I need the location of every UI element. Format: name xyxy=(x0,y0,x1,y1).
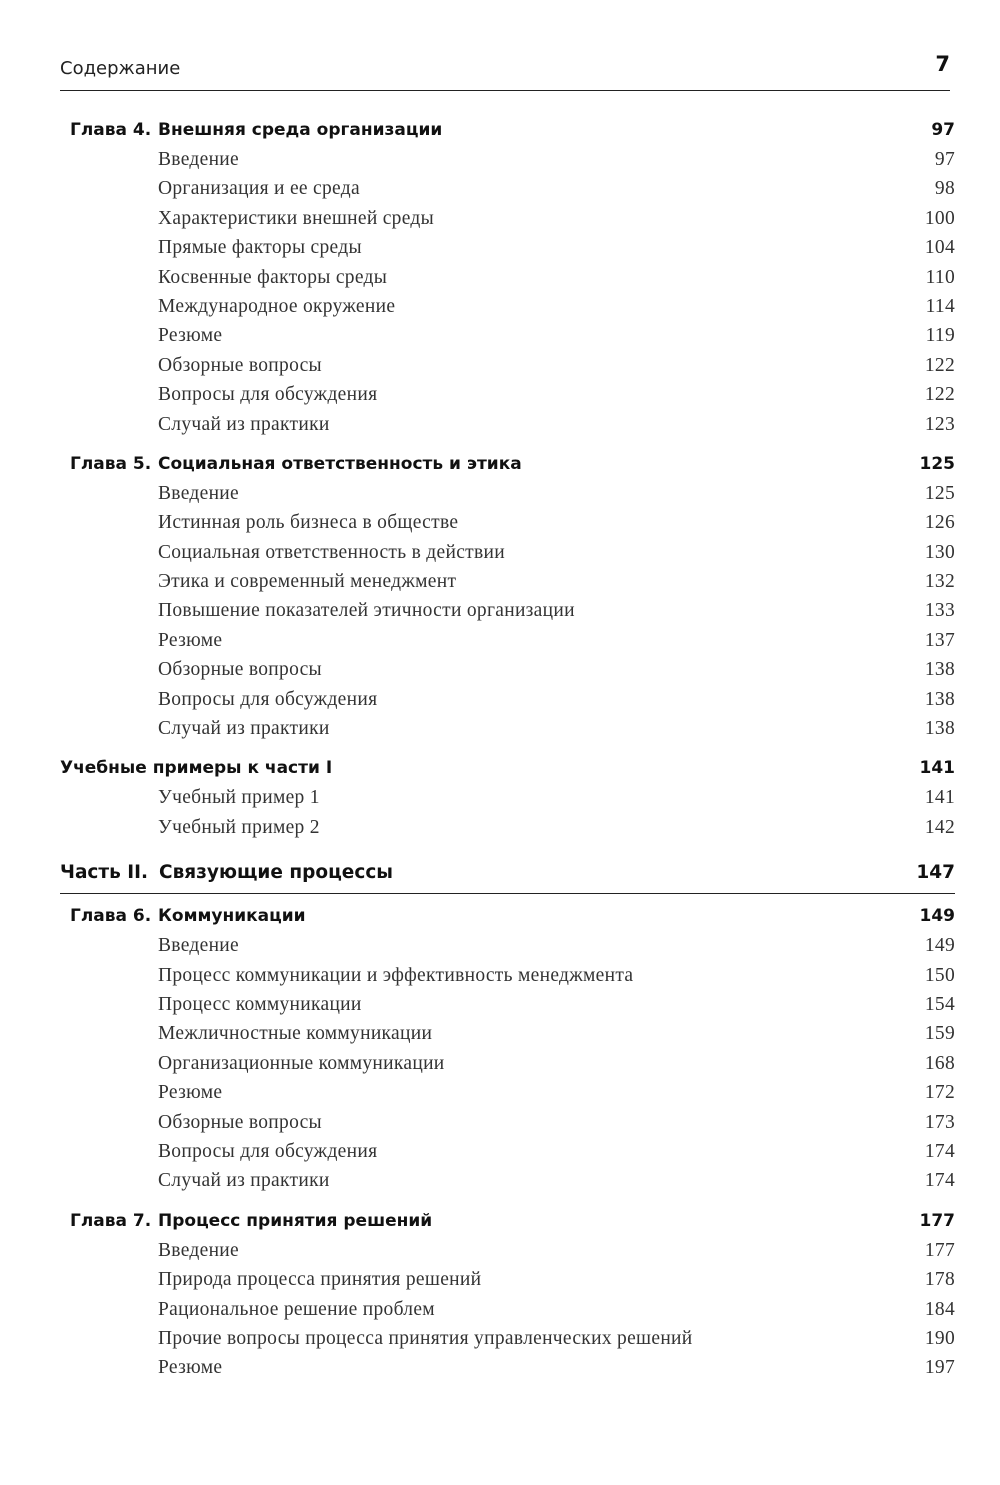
chapter-heading-7[interactable] xyxy=(60,1201,955,1237)
entry-title: Случай из практики xyxy=(158,718,330,740)
chapter-page: 149 xyxy=(919,906,955,927)
entry-page: 184 xyxy=(924,1298,955,1320)
entry-page: 149 xyxy=(924,935,955,957)
toc-entry[interactable] xyxy=(60,381,955,410)
entry-title: Введение xyxy=(158,482,239,504)
entry-page: 150 xyxy=(924,964,955,986)
entry-page: 159 xyxy=(924,1023,955,1045)
entry-title: Этика и современный менеджмент xyxy=(158,571,457,593)
case-studies-heading[interactable] xyxy=(60,748,955,784)
chapter-4-entries xyxy=(60,146,955,440)
entry-page: 174 xyxy=(924,1170,955,1192)
entry-page: 137 xyxy=(924,629,955,651)
entry-title: Характеристики внешней среды xyxy=(158,207,435,229)
entry-title: Введение xyxy=(158,935,239,957)
entry-page: 133 xyxy=(924,600,955,622)
toc-entry[interactable] xyxy=(60,480,955,509)
toc-entry[interactable] xyxy=(60,264,955,293)
chapter-label: Глава 5. xyxy=(70,453,152,474)
toc-entry[interactable] xyxy=(60,1079,955,1108)
entry-page: 138 xyxy=(924,659,955,681)
entry-title: Косвенные факторы среды xyxy=(158,266,388,288)
toc-entry[interactable] xyxy=(60,932,955,961)
entry-page: 122 xyxy=(924,384,955,406)
chapter-label: Глава 4. xyxy=(70,120,152,140)
toc-entry[interactable] xyxy=(60,509,955,538)
entry-page: 177 xyxy=(924,1239,955,1261)
entry-title: Прочие вопросы процесса принятия управленческих решений xyxy=(158,1327,693,1349)
case-studies-page: 141 xyxy=(919,758,955,779)
toc-entry[interactable] xyxy=(60,352,955,381)
entry-page: 190 xyxy=(924,1327,955,1349)
toc-entry[interactable] xyxy=(60,146,955,175)
entry-title: Процесс коммуникации и эффективность менеджмента xyxy=(158,964,634,986)
entry-title: Организация и ее среда xyxy=(158,178,360,200)
entry-page: 173 xyxy=(924,1111,955,1133)
entry-page: 126 xyxy=(924,512,955,534)
entry-page: 123 xyxy=(924,413,955,435)
entry-title: Рациональное решение проблем xyxy=(158,1298,435,1320)
entry-title: Учебный пример 1 xyxy=(158,787,320,809)
entry-title: Обзорные вопросы xyxy=(158,354,322,376)
toc-entry[interactable] xyxy=(60,1050,955,1079)
entry-title: Обзорные вопросы xyxy=(158,1111,322,1133)
chapter-title: Процесс принятия решений xyxy=(158,1210,433,1231)
entry-page: 138 xyxy=(924,688,955,710)
toc-entry[interactable] xyxy=(60,1020,955,1049)
entry-title: Вопросы для обсуждения xyxy=(158,1140,378,1162)
chapter-page: 97 xyxy=(931,120,955,140)
toc-entry[interactable] xyxy=(60,1167,955,1196)
toc-entry[interactable] xyxy=(60,814,955,843)
toc-entry[interactable] xyxy=(60,1138,955,1167)
entry-page: 141 xyxy=(924,787,955,809)
chapter-label: Глава 7. xyxy=(70,1210,152,1231)
entry-page: 130 xyxy=(924,541,955,563)
entry-page: 98 xyxy=(934,178,955,200)
entry-page: 138 xyxy=(924,718,955,740)
toc-entry[interactable] xyxy=(60,293,955,322)
entry-page: 142 xyxy=(924,816,955,838)
entry-title: Международное окружение xyxy=(158,295,396,317)
part-page: 147 xyxy=(916,862,955,884)
chapter-heading-6[interactable] xyxy=(60,896,955,932)
toc-entry[interactable] xyxy=(60,991,955,1020)
entry-page: 132 xyxy=(924,571,955,593)
case-studies-title: Учебные примеры к части I xyxy=(60,758,333,779)
entry-page: 172 xyxy=(924,1082,955,1104)
entry-title: Повышение показателей этичности организации xyxy=(158,600,575,622)
chapter-heading-5[interactable] xyxy=(60,444,955,480)
toc-entry[interactable] xyxy=(60,784,955,813)
toc-entry[interactable] xyxy=(60,539,955,568)
page-number: 7 xyxy=(935,52,950,76)
toc-entry[interactable] xyxy=(60,656,955,685)
entry-title: Резюме xyxy=(158,1357,223,1379)
entry-title: Прямые факторы среды xyxy=(158,237,362,259)
entry-title: Введение xyxy=(158,149,239,170)
toc-entry[interactable] xyxy=(60,205,955,234)
part-heading-2[interactable] xyxy=(60,853,955,894)
entry-title: Истинная роль бизнеса в обществе xyxy=(158,512,459,534)
toc-entry[interactable] xyxy=(60,175,955,204)
entry-title: Вопросы для обсуждения xyxy=(158,688,378,710)
entry-title: Природа процесса принятия решений xyxy=(158,1269,482,1291)
toc-entry[interactable] xyxy=(60,1354,955,1383)
entry-title: Случай из практики xyxy=(158,1170,330,1192)
toc-entry[interactable] xyxy=(60,715,955,744)
entry-title: Резюме xyxy=(158,1082,223,1104)
entry-page: 168 xyxy=(924,1052,955,1074)
entry-title: Процесс коммуникации xyxy=(158,993,362,1015)
chapter-7-entries xyxy=(60,1237,955,1384)
chapter-title: Внешняя среда организации xyxy=(158,120,443,140)
chapter-label: Глава 6. xyxy=(70,906,152,927)
entry-title: Резюме xyxy=(158,325,223,347)
entry-title: Вопросы для обсуждения xyxy=(158,384,378,406)
entry-title: Случай из практики xyxy=(158,413,330,435)
toc-entry[interactable] xyxy=(60,1237,955,1266)
entry-title: Социальная ответственность в действии xyxy=(158,541,505,563)
toc-entry[interactable] xyxy=(60,411,955,440)
chapter-title: Коммуникации xyxy=(158,906,306,927)
toc-entry[interactable] xyxy=(60,686,955,715)
entry-title: Обзорные вопросы xyxy=(158,659,322,681)
toc-entry[interactable] xyxy=(60,322,955,351)
chapter-heading-4[interactable] xyxy=(60,110,955,146)
entry-page: 110 xyxy=(925,266,955,288)
entry-title: Организационные коммуникации xyxy=(158,1052,445,1074)
chapter-page: 125 xyxy=(919,453,955,474)
entry-page: 125 xyxy=(924,482,955,504)
entry-page: 154 xyxy=(924,993,955,1015)
entry-title: Межличностные коммуникации xyxy=(158,1023,433,1045)
entry-page: 100 xyxy=(924,207,955,229)
entry-page: 97 xyxy=(934,149,955,170)
entry-title: Введение xyxy=(158,1239,239,1261)
case-studies-entries xyxy=(60,784,955,843)
chapter-5-entries xyxy=(60,480,955,745)
entry-page: 178 xyxy=(924,1269,955,1291)
entry-page: 197 xyxy=(924,1357,955,1379)
toc-entry[interactable] xyxy=(60,1109,955,1138)
running-head xyxy=(60,52,950,91)
entry-title: Учебный пример 2 xyxy=(158,816,320,838)
toc-entry[interactable] xyxy=(60,1296,955,1325)
toc-entry[interactable] xyxy=(60,627,955,656)
part-label: Часть II. xyxy=(60,862,149,884)
entry-page: 174 xyxy=(924,1140,955,1162)
toc-entry[interactable] xyxy=(60,234,955,263)
toc-entry[interactable] xyxy=(60,962,955,991)
entry-page: 119 xyxy=(925,325,955,347)
chapter-title: Социальная ответственность и этика xyxy=(158,453,522,474)
toc-entry[interactable] xyxy=(60,1266,955,1295)
toc-entry[interactable] xyxy=(60,597,955,626)
chapter-6-entries xyxy=(60,932,955,1197)
entry-page: 114 xyxy=(925,295,955,317)
entry-page: 104 xyxy=(924,237,955,259)
chapter-page: 177 xyxy=(919,1210,955,1231)
toc-entry[interactable] xyxy=(60,568,955,597)
toc-entry[interactable] xyxy=(60,1325,955,1354)
running-title: Содержание xyxy=(60,58,181,79)
entry-title: Резюме xyxy=(158,629,223,651)
entry-page: 122 xyxy=(924,354,955,376)
table-of-contents xyxy=(60,108,955,1384)
part-title: Связующие процессы xyxy=(159,862,394,884)
